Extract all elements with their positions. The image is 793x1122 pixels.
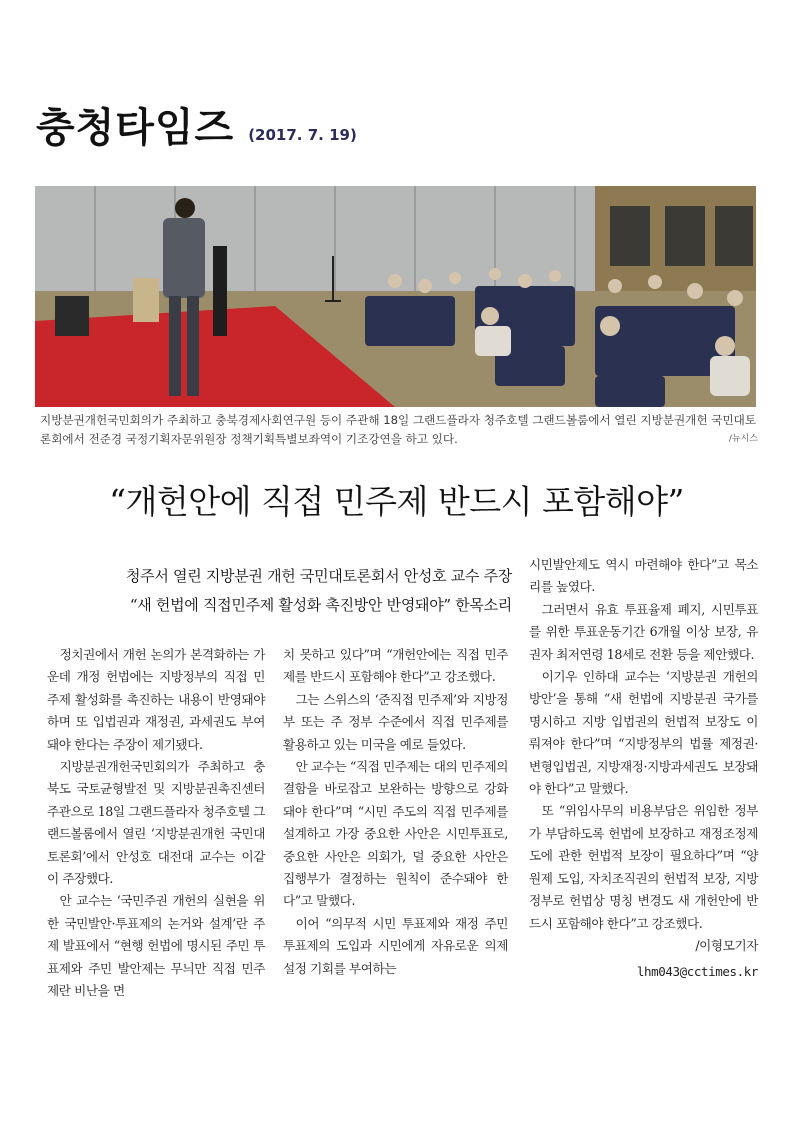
byline: /이형모기자: [695, 937, 758, 953]
paragraph: 안 교수는 “직접 민주제는 대의 민주제의 결함을 바로잡고 보완하는 방향으로 강화돼야 한다”며 “시민 주도의 직접 민주제를 설계하고 가장 중요한 사안은 시민투표로, 중요한 사안은 의회가, 덜 중요한 사안은 집행부가 결정하는 원칙이 준수돼야 한다”고 말했다.: [283, 759, 508, 909]
reporter-email: lhm043@cctimes.kr: [636, 964, 758, 980]
masthead: [36, 105, 357, 151]
newspaper-name: 충청타임즈: [36, 105, 235, 151]
article-column-1: [47, 644, 265, 1003]
paragraph: 이어 “의무적 시민 투표제와 재정 주민 투표제의 도입과 시민에게 자유로운 의제설정 기회를 부여하는: [283, 915, 508, 976]
subhead-line-2: “새 헌법에 직접민주제 활성화 촉진방안 반영돼야” 한목소리: [129, 596, 512, 614]
publication-date: (2017. 7. 19): [248, 126, 357, 144]
article-column-2: [283, 644, 508, 980]
paragraph: 또 “위임사무의 비용부담은 위임한 정부가 부담하도록 헌법에 보장하고 재정조정제도에 관한 헌법적 보장이 필요하다”며 “양원제 도입, 자치조직권의 헌법적 보장, 지방정부로 헌법상 명칭 변경도 새 개헌안에 반드시 포함해야 한다”고 강조했다.: [529, 803, 758, 931]
article-subheadline: [52, 562, 512, 620]
paragraph: 그러면서 유효 투표율제 폐지, 시민투표를 위한 투표운동기간 6개월 이상 보장, 유권자 최저연령 18세로 전환 등을 제안했다.: [529, 601, 758, 662]
paragraph: 안 교수는 ‘국민주권 개헌의 실현을 위한 국민발안·투표제의 논거와 설계’란 주제 발표에서 “현행 헌법에 명시된 주민 투표제와 주민 발안제는 무늬만 직접 민주제란 비난을 면: [47, 893, 265, 999]
paragraph: 지방분권개헌국민회의가 주최하고 충북도 국토균형발전 및 지방분권촉진센터 주관으로 18일 그랜드플라자 청주호텔 그랜드볼룸에서 열린 ‘지방분권개헌 국민대토론회’에서 안성호 대전대 교수는 이같이 주장했다.: [47, 759, 265, 887]
photo-caption: [40, 411, 758, 449]
conference-photo: [35, 186, 756, 407]
paragraph: 치 못하고 있다”며 “개헌안에는 직접 민주제를 반드시 포함해야 한다”고 강조했다.: [283, 647, 508, 685]
paragraph: 그는 스위스의 ‘준직접 민주제’와 지방정부 또는 주 정부 수준에서 직접 민주제를 활용하고 있는 미국을 예로 들었다.: [283, 691, 508, 752]
article-headline: “개헌안에 직접 민주제 반드시 포함해야”: [109, 482, 684, 521]
caption-text: 지방분권개헌국민회의가 주최하고 충북경제사회연구원 등이 주관해 18일 그랜드플라자 청주호텔 그랜드볼룸에서 열린 지방분권개헌 국민대토론회에서 전준경 국정기획자문위원장 정책기획특별보좌역이 기조강연을 하고 있다.: [40, 413, 757, 446]
conference-photo-image: [35, 186, 756, 407]
subhead-line-1: 청주서 열린 지방분권 개헌 국민대토론회서 안성호 교수 주장: [125, 567, 512, 585]
paragraph: 정치권에서 개헌 논의가 본격화하는 가운데 개정 헌법에는 지방정부의 직접 민주제 활성화를 촉진하는 내용이 반영돼야 하며 또 입법권과 재정권, 과세권도 부여돼야 한다는 주장이 제기됐다.: [47, 647, 265, 752]
paragraph: 시민발안제도 역시 마련해야 한다”고 목소리를 높였다.: [529, 557, 758, 595]
paragraph: 이기우 인하대 교수는 ‘지방분권 개헌의 방안’을 통해 “새 헌법에 지방분권 국가를 명시하고 지방 입법권의 헌법적 보장도 이뤄져야 한다”며 “지방정부의 법률 제정권·변형입법권, 지방재정·지방과세권도 보장돼야 한다”고 말했다.: [529, 669, 758, 797]
photo-credit: /뉴시스: [728, 434, 758, 444]
article-column-3: [529, 554, 758, 984]
